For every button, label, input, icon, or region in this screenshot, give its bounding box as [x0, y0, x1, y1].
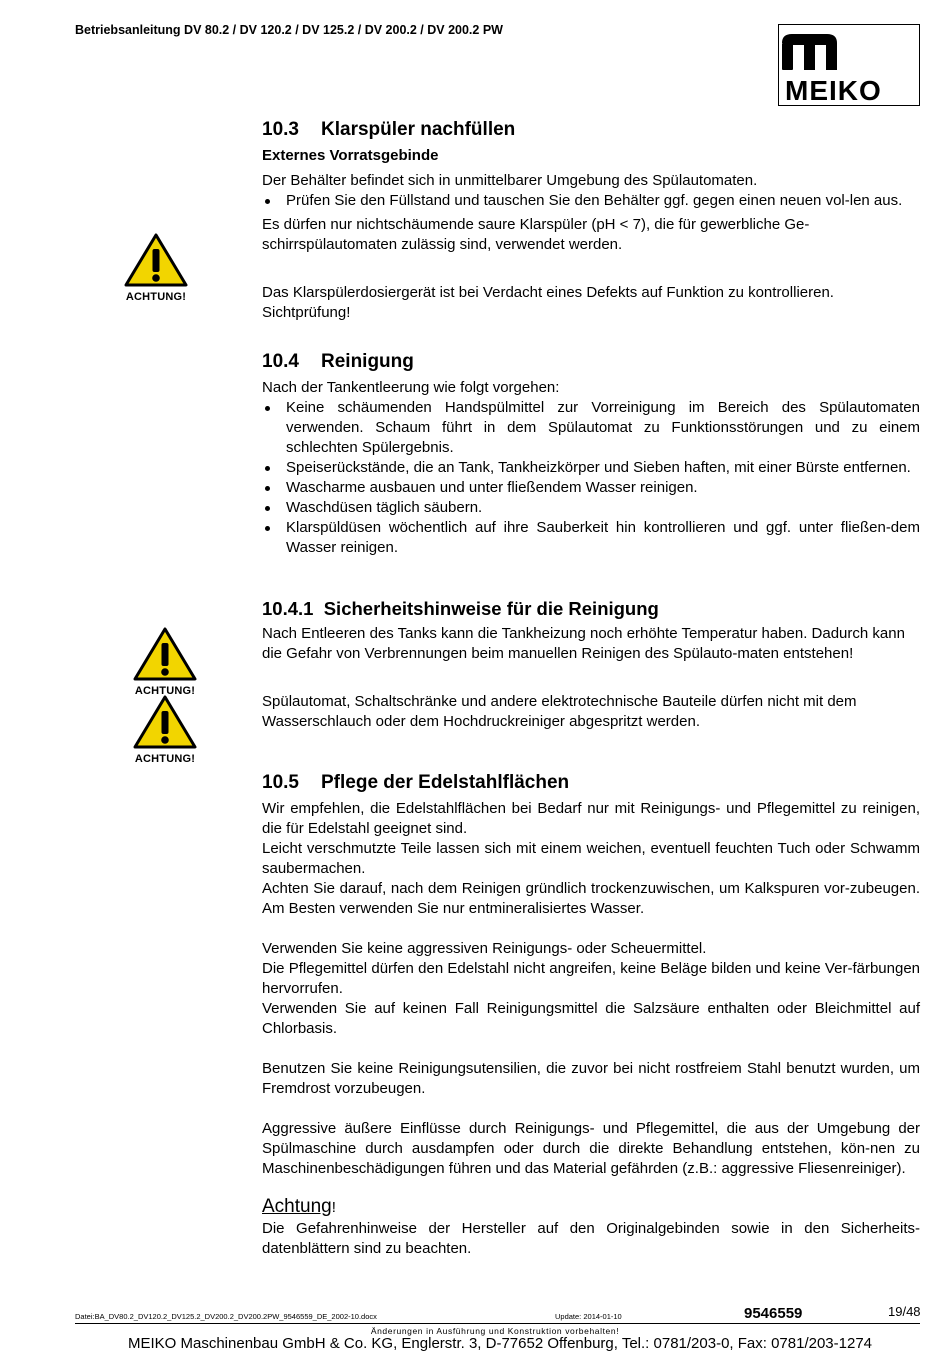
warning-triangle-icon: [132, 626, 198, 682]
paragraph: Sichtprüfung!: [262, 304, 351, 321]
section-heading: [262, 350, 920, 374]
section-number: 10.4: [262, 351, 299, 372]
subheading: Externes Vorratsgebinde: [262, 147, 439, 164]
meiko-logo-mark: [779, 25, 918, 104]
footer-page-number: 19/48: [888, 1304, 921, 1319]
paragraph: Verwenden Sie auf keinen Fall Reinigungsmittel die Salzsäure enthalten oder Bleichmittel auf Chlorbasis.: [262, 1000, 920, 1037]
paragraph: Die Pflegemittel dürfen den Edelstahl nicht angreifen, keine Beläge bilden und keine Ver-färbungen hervorrufen.: [262, 960, 920, 997]
section-title: Klarspüler nachfüllen: [321, 119, 516, 140]
list-item: Wascharme ausbauen und unter fließendem Wasser reinigen.: [262, 478, 920, 498]
section-10-5: [262, 771, 920, 1259]
achtung-heading: [262, 1196, 920, 1219]
achtung-word: Achtung: [262, 1196, 332, 1217]
list-item: Klarspüldüsen wöchentlich auf ihre Sauberkeit hin kontrollieren und ggf. unter fließen-dem Wasser reinigen.: [262, 518, 920, 558]
section-title: Pflege der Edelstahlflächen: [321, 772, 570, 793]
document-title: Betriebsanleitung DV 80.2 / DV 120.2 / DV 125.2 / DV 200.2 / DV 200.2 PW: [75, 23, 503, 37]
paragraph: Leicht verschmutzte Teile lassen sich mit einem weichen, eventuell feuchten Tuch oder Schwamm saubermachen.: [262, 840, 920, 877]
section-heading: [262, 118, 920, 142]
section-10-4-1: [262, 597, 920, 732]
achtung-mark: !: [331, 1199, 336, 1216]
warning-paragraph: Nach Entleeren des Tanks kann die Tankheizung noch erhöhte Temperatur haben. Dadurch kann die Gefahr von Verbrennungen beim manuellen Reinigen des Spülauto-maten entstehen!: [262, 625, 905, 662]
footer-file-name: Datei:BA_DV80.2_DV120.2_DV125.2_DV200.2_DV200.2PW_9546559_DE_2002-10.docx: [75, 1312, 377, 1321]
footer-disclaimer: Änderungen in Ausführung und Konstruktion vorbehalten!: [370, 1326, 620, 1336]
footer-document-number: 9546559: [744, 1305, 803, 1322]
paragraph: Nach der Tankentleerung wie folgt vorgehen:: [262, 379, 560, 396]
list-item: Waschdüsen täglich säubern.: [262, 498, 920, 518]
warning-sign-1: [120, 232, 192, 303]
warning-paragraph: Es dürfen nur nichtschäumende saure Klarspüler (pH < 7), die für gewerbliche Ge-schirrspülautomaten zulässig sind, verwendet werden.: [262, 216, 810, 253]
warning-paragraph: Spülautomat, Schaltschränke und andere elektrotechnische Bauteile dürfen nicht mit dem Wasserschlauch oder dem Hochdruckreiniger abgespritzt werden.: [262, 693, 857, 730]
section-number: 10.3: [262, 119, 299, 140]
section-10-4: [262, 350, 920, 558]
list-item: Prüfen Sie den Füllstand und tauschen Sie den Behälter ggf. gegen einen neuen vol-len aus.: [262, 191, 920, 211]
warning-triangle-icon: [132, 694, 198, 750]
footer-update-date: Update: 2014-01-10: [555, 1312, 622, 1321]
section-number: 10.5: [262, 772, 299, 793]
section-10-3: [262, 118, 920, 323]
section-number: 10.4.1: [262, 598, 314, 619]
section-title: Sicherheitshinweise für die Reinigung: [323, 598, 659, 619]
warning-label: ACHTUNG!: [134, 685, 196, 697]
paragraph: Benutzen Sie keine Reinigungsutensilien, die zuvor bei nicht rostfreiem Stahl benutzt wurden, um Fremdrost vorzubeugen.: [262, 1060, 920, 1097]
paragraph: Der Behälter befindet sich in unmittelbarer Umgebung des Spülautomaten.: [262, 172, 758, 189]
footer-divider: [75, 1323, 920, 1324]
paragraph: Wir empfehlen, die Edelstahlflächen bei Bedarf nur mit Reinigungs- und Pflegemittel zu reinigen, die für Edelstahl geeignet sind.: [262, 800, 920, 837]
list-item: Speiserückstände, die an Tank, Tankheizkörper und Sieben haften, mit einer Bürste entfernen.: [262, 458, 920, 478]
footer-company-address: MEIKO Maschinenbau GmbH & Co. KG, Englerstr. 3, D-77652 Offenburg, Tel.: 0781/203-0, Fax: 0781/203-1274: [127, 1335, 873, 1352]
paragraph: Das Klarspülerdosiergerät ist bei Verdacht eines Defekts auf Funktion zu kontrollieren.: [262, 284, 834, 301]
paragraph: Aggressive äußere Einflüsse durch Reinigungs- und Pflegemittel, die aus der Umgebung der Spülmaschine durch ausdampfen oder durch die direkte Behandlung entstehen, kön-nen zu Maschinenbeschädigungen führen und das Material gefährden (z.B.: aggressive Fliesenreiniger).: [262, 1120, 920, 1177]
warning-label: ACHTUNG!: [125, 291, 187, 303]
section-heading: [262, 597, 920, 621]
warning-sign-3: [129, 694, 201, 765]
bullet-list: [262, 191, 920, 211]
meiko-logo: [778, 24, 920, 106]
bullet-list: [262, 398, 920, 558]
warning-triangle-icon: [123, 232, 189, 288]
section-heading: [262, 771, 920, 795]
meiko-wordmark: MEIKO: [785, 75, 882, 104]
section-title: Reinigung: [321, 351, 414, 372]
paragraph: Die Gefahrenhinweise der Hersteller auf den Originalgebinden sowie in den Sicherheits-datenblättern sind zu beachten.: [262, 1220, 920, 1257]
paragraph: Achten Sie darauf, nach dem Reinigen gründlich trockenzuwischen, um Kalkspuren vor-zubeugen. Am Besten verwenden Sie nur entmineralisiertes Wasser.: [262, 880, 920, 917]
paragraph: Verwenden Sie keine aggressiven Reinigungs- oder Scheuermittel.: [262, 940, 707, 957]
list-item: Keine schäumenden Handspülmittel zur Vorreinigung im Bereich des Spülautomaten verwenden. Schaum führt in dem Spülautomat zu Funktionsstörungen und zu einem schlechten Spülergebnis.: [262, 398, 920, 458]
warning-label: ACHTUNG!: [134, 753, 196, 765]
warning-sign-2: [129, 626, 201, 697]
